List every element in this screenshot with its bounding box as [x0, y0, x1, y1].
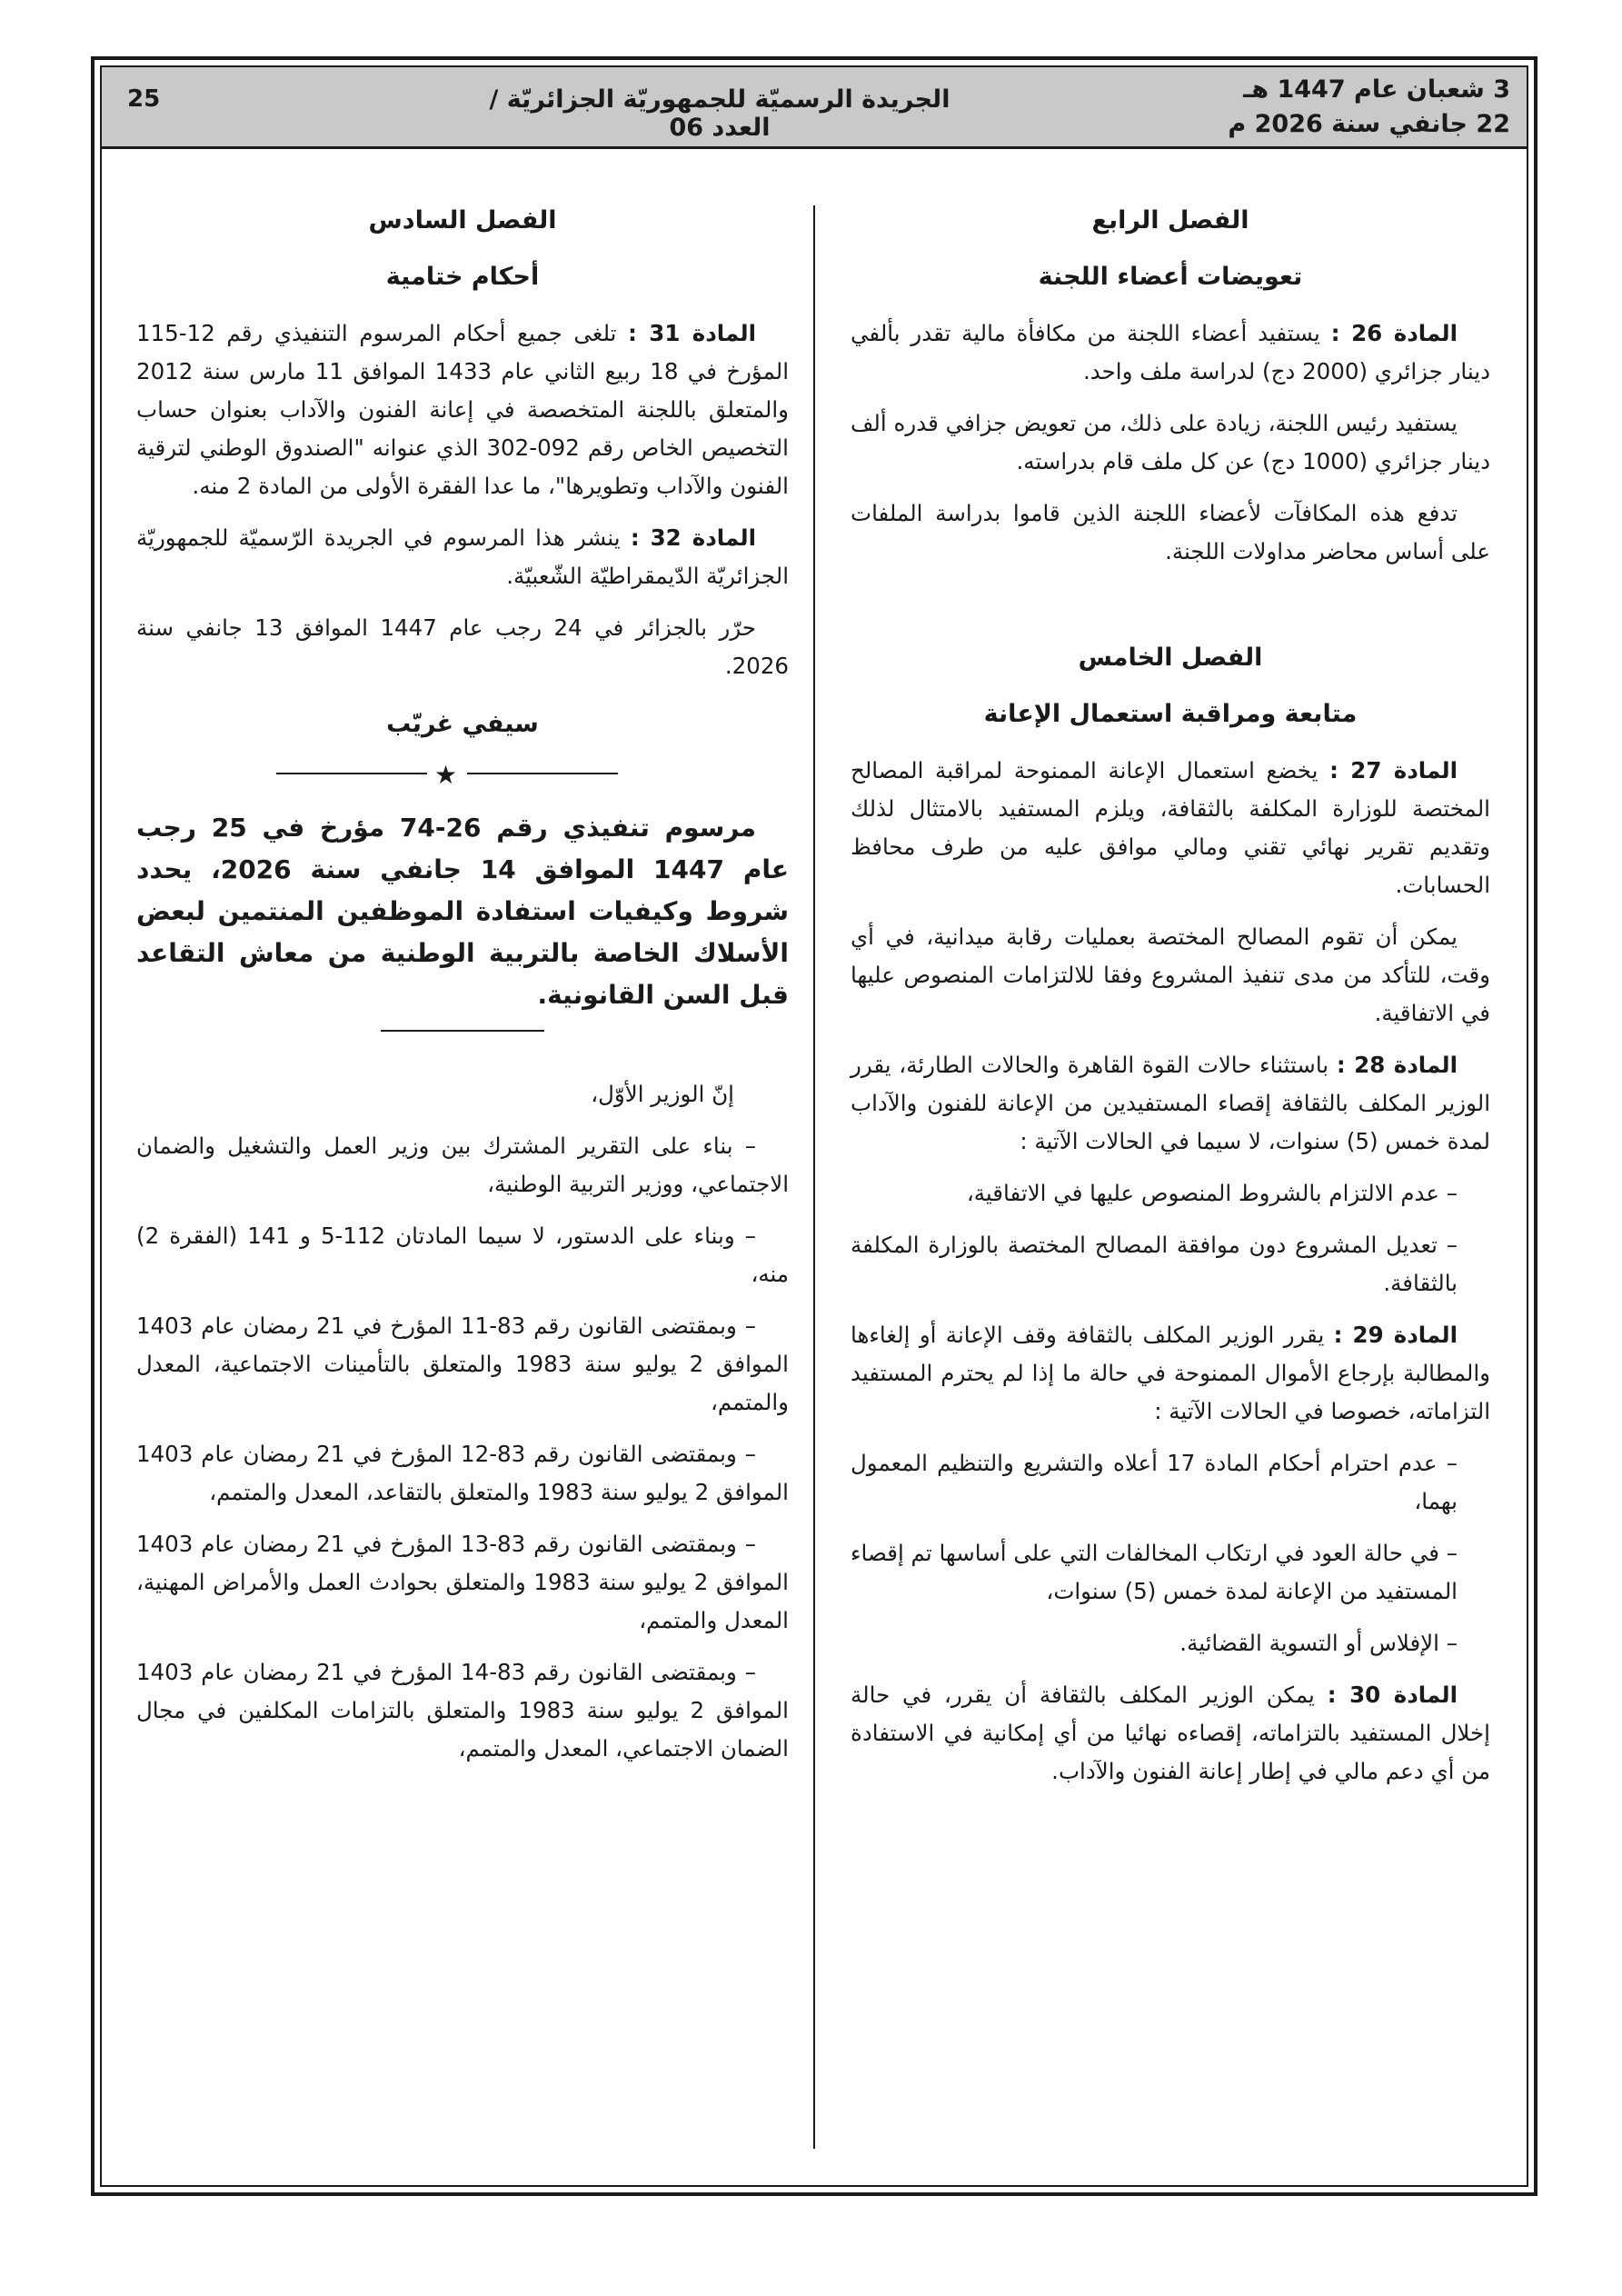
article-29: [851, 1316, 1490, 1431]
journal-title: الجريدة الرسميّة للجمهوريّة الجزائريّة / العدد 06: [489, 85, 950, 142]
date-hijri: 3 شعبان عام 1447 هـ: [1243, 75, 1510, 104]
article-29-text: يقرر الوزير المكلف بالثقافة وقف الإعانة أو إلغاءها والمطالبة بإرجاع الأموال الممنوحة في حالة ما إذا لم يحترم المستفيد التزاماته، خصوصا في الحالات الآتية :: [851, 1322, 1490, 1424]
article-32: [136, 519, 789, 595]
chapter-5-subtitle: متابعة ومراقبة استعمال الإعانة: [983, 700, 1358, 728]
article-31: [136, 314, 789, 505]
date-gregorian: 22 جانفي سنة 2026 م: [1228, 110, 1510, 138]
article-26-paragraph-3: تدفع هذه المكافآت لأعضاء اللجنة الذين قاموا بدراسة الملفات على أساس محاضر مداولات اللجنة.: [851, 500, 1490, 564]
column-divider: [813, 205, 815, 2149]
chapter-4-subtitle: تعويضات أعضاء اللجنة: [1038, 263, 1303, 291]
article-27-text: يخضع استعمال الإعانة الممنوحة لمراقبة المصالح المختصة للوزارة المكلفة بالثقافة، ويلزم المستفيد بالامتثال لذلك وتقديم تقرير نهائي تقني ومالي موافق عليه من طرف محافظ الحسابات.: [851, 757, 1490, 898]
visa-1: – بناء على التقرير المشترك بين وزير العمل والتشغيل والضمان الاجتماعي، ووزير التربية الوطنية،: [136, 1133, 789, 1197]
article-28: [851, 1046, 1490, 1161]
article-29-item-2: – في حالة العود في ارتكاب المخالفات التي على أساسها تم إقصاء المستفيد من الإعانة لمدة خمس (5) سنوات،: [851, 1540, 1458, 1604]
article-29-item-1: – عدم احترام أحكام المادة 17 أعلاه والتشريع والتنظيم المعمول بهما،: [851, 1450, 1458, 1514]
article-32-label: المادة 32 :: [630, 524, 756, 551]
visa-5: – وبمقتضى القانون رقم 83-13 المؤرخ في 21 رمضان عام 1403 الموافق 2 يوليو سنة 1983 والمتعلق بحوادث العمل والأمراض المهنية، المعدل والمتمم،: [136, 1531, 789, 1633]
short-separator: [381, 1030, 544, 1032]
visa-3: – وبمقتضى القانون رقم 83-11 المؤرخ في 21 رمضان عام 1403 الموافق 2 يوليو سنة 1983 والمتعلق بالتأمينات الاجتماعية، المعدل والمتمم،: [136, 1313, 789, 1415]
article-26-label: المادة 26 :: [1330, 320, 1458, 346]
visa-6: – وبمقتضى القانون رقم 83-14 المؤرخ في 21 رمضان عام 1403 الموافق 2 يوليو سنة 1983 والمتعلق بالتزامات المكلفين في مجال الضمان الاجتماعي، المعدل والمتمم،: [136, 1659, 789, 1762]
issue-date: [1228, 73, 1510, 142]
article-29-item-3: – الإفلاس أو التسوية القضائية.: [1179, 1630, 1458, 1656]
chapter-6-title: الفصل السادس: [368, 206, 557, 235]
opening-line: إنّ الوزير الأوّل،: [591, 1081, 734, 1107]
article-30-text: يمكن الوزير المكلف بالثقافة أن يقرر، في حالة إخلال المستفيد بالتزاماته، إقصاءه نهائيا من أي إمكانية في الاستفادة من أي دعم مالي في إطار إعانة الفنون والآداب.: [851, 1682, 1490, 1784]
article-28-item-2: – تعديل المشروع دون موافقة المصالح المختصة بالوزارة المكلفة بالثقافة.: [851, 1232, 1458, 1296]
star-separator: [136, 760, 789, 790]
article-31-text: تلغى جميع أحكام المرسوم التنفيذي رقم 12-115 المؤرخ في 18 ربيع الثاني عام 1433 الموافق 11 مارس سنة 2012 والمتعلق باللجنة المتخصصة في إعانة الفنون والآداب بعنوان حساب التخصيص الخاص رقم 092-302 الذي عنوانه "الصندوق الوطني لترقية الفنون والآداب وتطويرها"، ما عدا الفقرة الأولى من المادة 2 منه.: [136, 320, 790, 499]
article-28-label: المادة 28 :: [1336, 1052, 1458, 1078]
article-27: [851, 752, 1490, 904]
article-30-label: المادة 30 :: [1327, 1682, 1458, 1708]
page-number: 25: [127, 85, 161, 113]
chapter-5-title: الفصل الخامس: [1078, 644, 1263, 672]
article-27-label: المادة 27 :: [1329, 757, 1458, 784]
article-31-label: المادة 31 :: [628, 320, 756, 346]
article-28-item-1: – عدم الالتزام بالشروط المنصوص عليها في الاتفاقية،: [966, 1180, 1458, 1206]
star-icon: ★: [434, 760, 458, 790]
chapter-4-title: الفصل الرابع: [1091, 206, 1249, 235]
article-26-paragraph-2: يستفيد رئيس اللجنة، زيادة على ذلك، من تعويض جزافي قدره ألف دينار جزائري (1000 دج) عن كل ملف قام بدراسته.: [851, 410, 1490, 474]
visa-4: – وبمقتضى القانون رقم 83-12 المؤرخ في 21 رمضان عام 1403 الموافق 2 يوليو سنة 1983 والمتعلق بالتقاعد، المعدل والمتمم،: [136, 1441, 789, 1505]
right-column: [851, 191, 1490, 1804]
visa-2: – وبناء على الدستور، لا سيما المادتان 112-5 و 141 (الفقرة 2) منه،: [136, 1223, 789, 1287]
article-26-text: يستفيد أعضاء اللجنة من مكافأة مالية تقدر بألفي دينار جزائري (2000 دج) لدراسة ملف واحد.: [851, 320, 1490, 384]
article-28-text: باستثناء حالات القوة القاهرة والحالات الطارئة، يقرر الوزير المكلف بالثقافة إقصاء المستفيدين من الإعانة للفنون والآداب لمدة خمس (5) سنوات، لا سيما في الحالات الآتية :: [851, 1052, 1490, 1154]
article-27-paragraph-2: يمكن أن تقوم المصالح المختصة بعمليات رقابة ميدانية، في أي وقت، للتأكد من مدى تنفيذ المشروع وفقا للالتزامات المنصوص عليها في الاتفاقية.: [851, 923, 1490, 1026]
signatory-name: سيفي غريّب: [386, 710, 539, 738]
left-column: [136, 191, 789, 1782]
article-26: [851, 314, 1490, 391]
article-29-label: المادة 29 :: [1333, 1322, 1458, 1348]
signing-place-date: حرّر بالجزائر في 24 رجب عام 1447 الموافق 13 جانفي سنة 2026.: [136, 614, 789, 679]
article-30: [851, 1676, 1490, 1791]
chapter-6-subtitle: أحكام ختامية: [385, 263, 540, 291]
decree-title: مرسوم تنفيذي رقم 26-74 مؤرخ في 25 رجب عام 1447 الموافق 14 جانفي سنة 2026، يحدد شروط وكيفيات استفادة الموظفين المنتمين لبعض الأسلاك الخاصة بالتربية الوطنية من معاش التقاعد قبل السن القانونية.: [136, 813, 789, 1010]
page-header: [102, 67, 1527, 149]
article-32-text: ينشر هذا المرسوم في الجريدة الرّسميّة للجمهوريّة الجزائريّة الدّيمقراطيّة الشّعبيّة.: [136, 524, 789, 589]
